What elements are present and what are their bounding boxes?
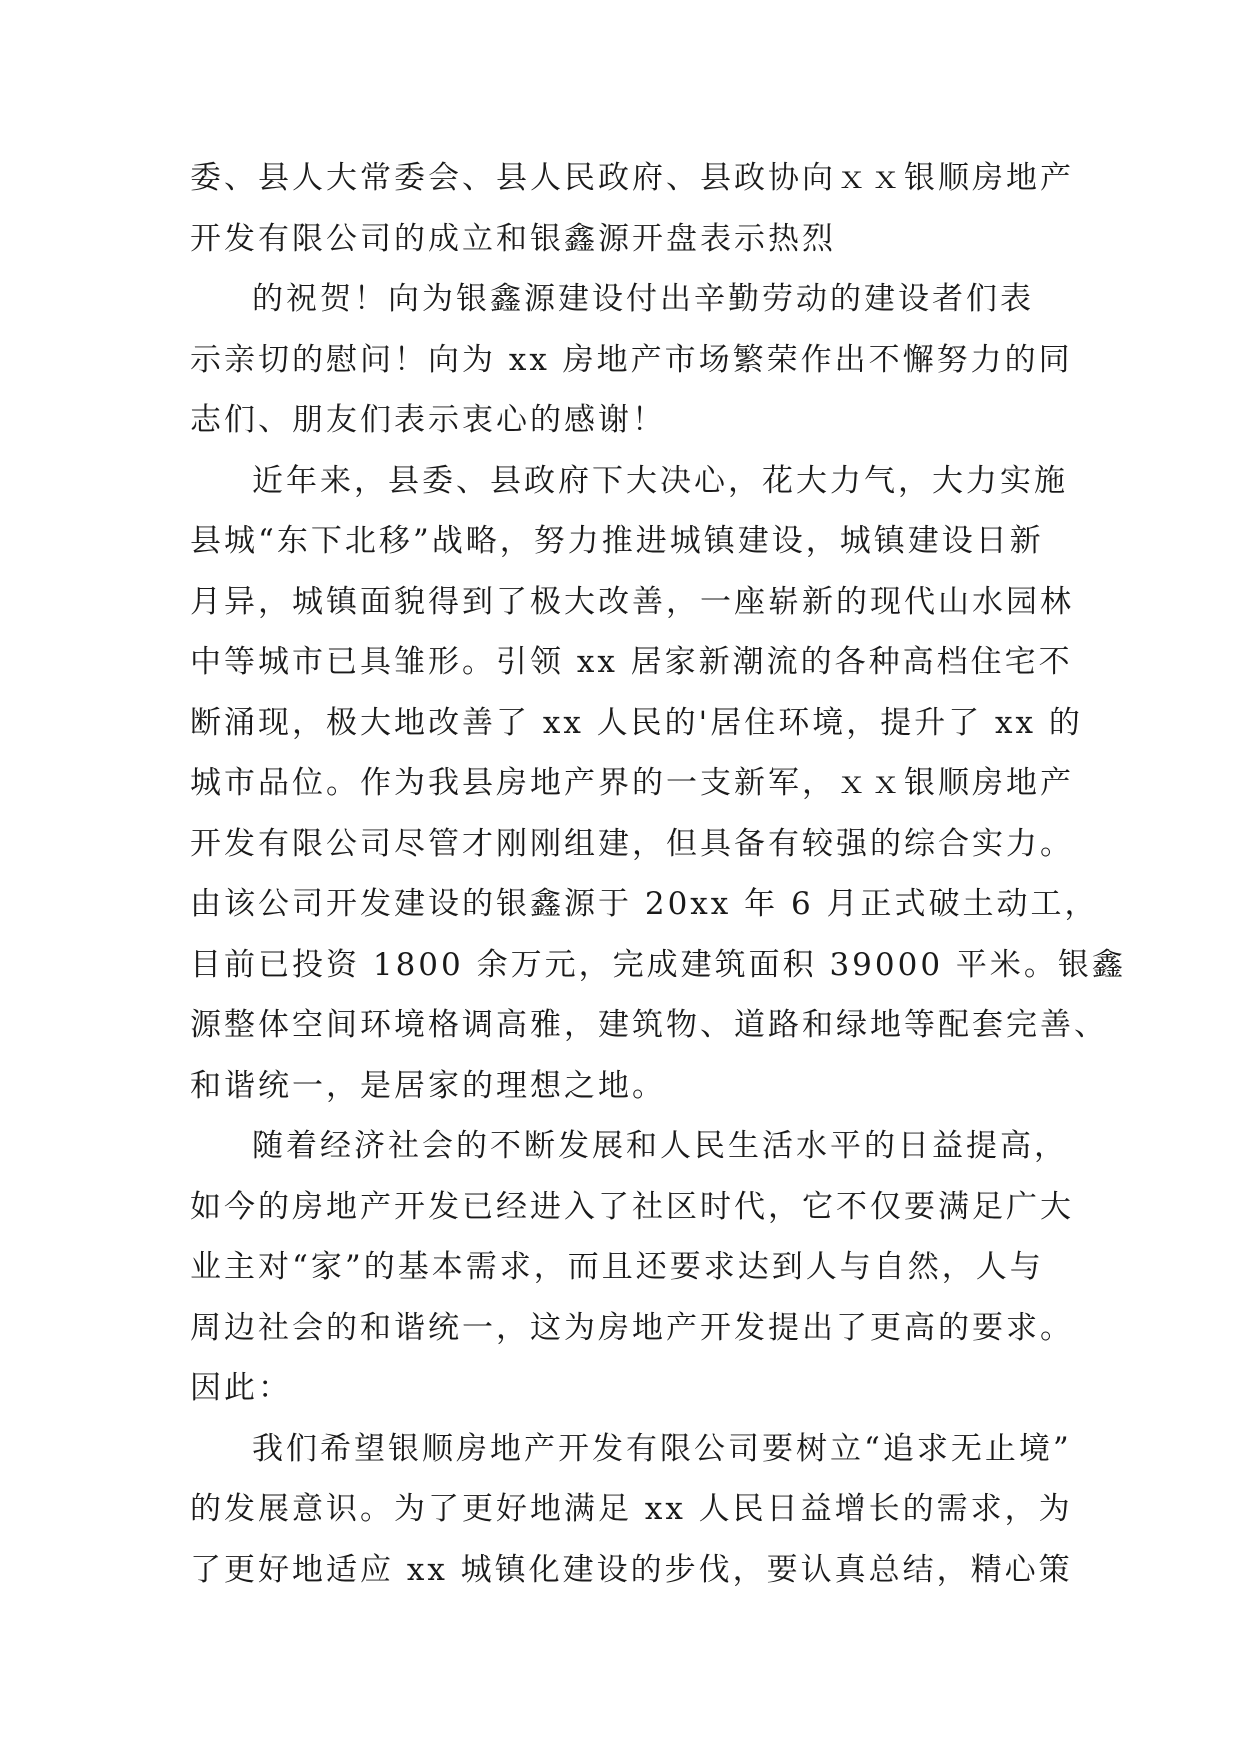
text-line: 县城“东下北移”战略，努力推进城镇建设，城镇建设日新 — [190, 523, 1044, 559]
text-line: 的祝贺！向为银鑫源建设付出辛勤劳动的建设者们表 — [252, 281, 1034, 317]
text-line: 如今的房地产开发已经进入了社区时代，它不仅要满足广大 — [190, 1188, 1074, 1225]
document-body — [190, 148, 1126, 1600]
text-line: 开发有限公司尽管才刚刚组建，但具备有较强的综合实力。 — [190, 825, 1074, 862]
text-line: 中等城市已具雏形。引领 xx 居家新潮流的各种高档住宅不 — [190, 644, 1073, 680]
text-line: 由该公司开发建设的银鑫源于 20xx 年 6 月正式破土动工， — [190, 886, 1099, 922]
text-line: 断涌现，极大地改善了 xx 人民的'居住环境，提升了 xx 的 — [190, 704, 1083, 741]
text-line: 委、县人大常委会、县人民政府、县政协向ｘｘ银顺房地产 — [190, 160, 1074, 196]
text-line: 开发有限公司的成立和银鑫源开盘表示热烈 — [190, 220, 836, 257]
text-line: 目前已投资 1800 余万元，完成建筑面积 39000 平米。银鑫 — [190, 946, 1126, 983]
text-line: 我们希望银顺房地产开发有限公司要树立“追求无止境” — [252, 1430, 1072, 1467]
text-line: 志们、朋友们表示衷心的感谢！ — [190, 402, 666, 438]
text-line: 月异，城镇面貌得到了极大改善，一座崭新的现代山水园林 — [190, 583, 1074, 620]
text-line: 了更好地适应 xx 城镇化建设的步伐，要认真总结，精心策 — [190, 1551, 1073, 1588]
text-line: 城市品位。作为我县房地产界的一支新军，ｘｘ银顺房地产 — [190, 765, 1074, 801]
text-line: 随着经济社会的不断发展和人民生活水平的日益提高， — [252, 1128, 1068, 1164]
text-line: 示亲切的慰问！向为 xx 房地产市场繁荣作出不懈努力的同 — [190, 341, 1073, 378]
text-line: 和谐统一，是居家的理想之地。 — [190, 1067, 666, 1104]
text-line: 的发展意识。为了更好地满足 xx 人民日益增长的需求，为 — [190, 1491, 1073, 1527]
text-line: 近年来，县委、县政府下大决心，花大力气，大力实施 — [252, 462, 1068, 499]
text-line: 因此： — [190, 1370, 292, 1406]
text-line: 周边社会的和谐统一，这为房地产开发提出了更高的要求。 — [190, 1309, 1074, 1346]
text-line: 业主对“家”的基本需求，而且还要求达到人与自然，人与 — [190, 1249, 1044, 1285]
text-line: 源整体空间环境格调高雅，建筑物、道路和绿地等配套完善、 — [190, 1007, 1108, 1043]
